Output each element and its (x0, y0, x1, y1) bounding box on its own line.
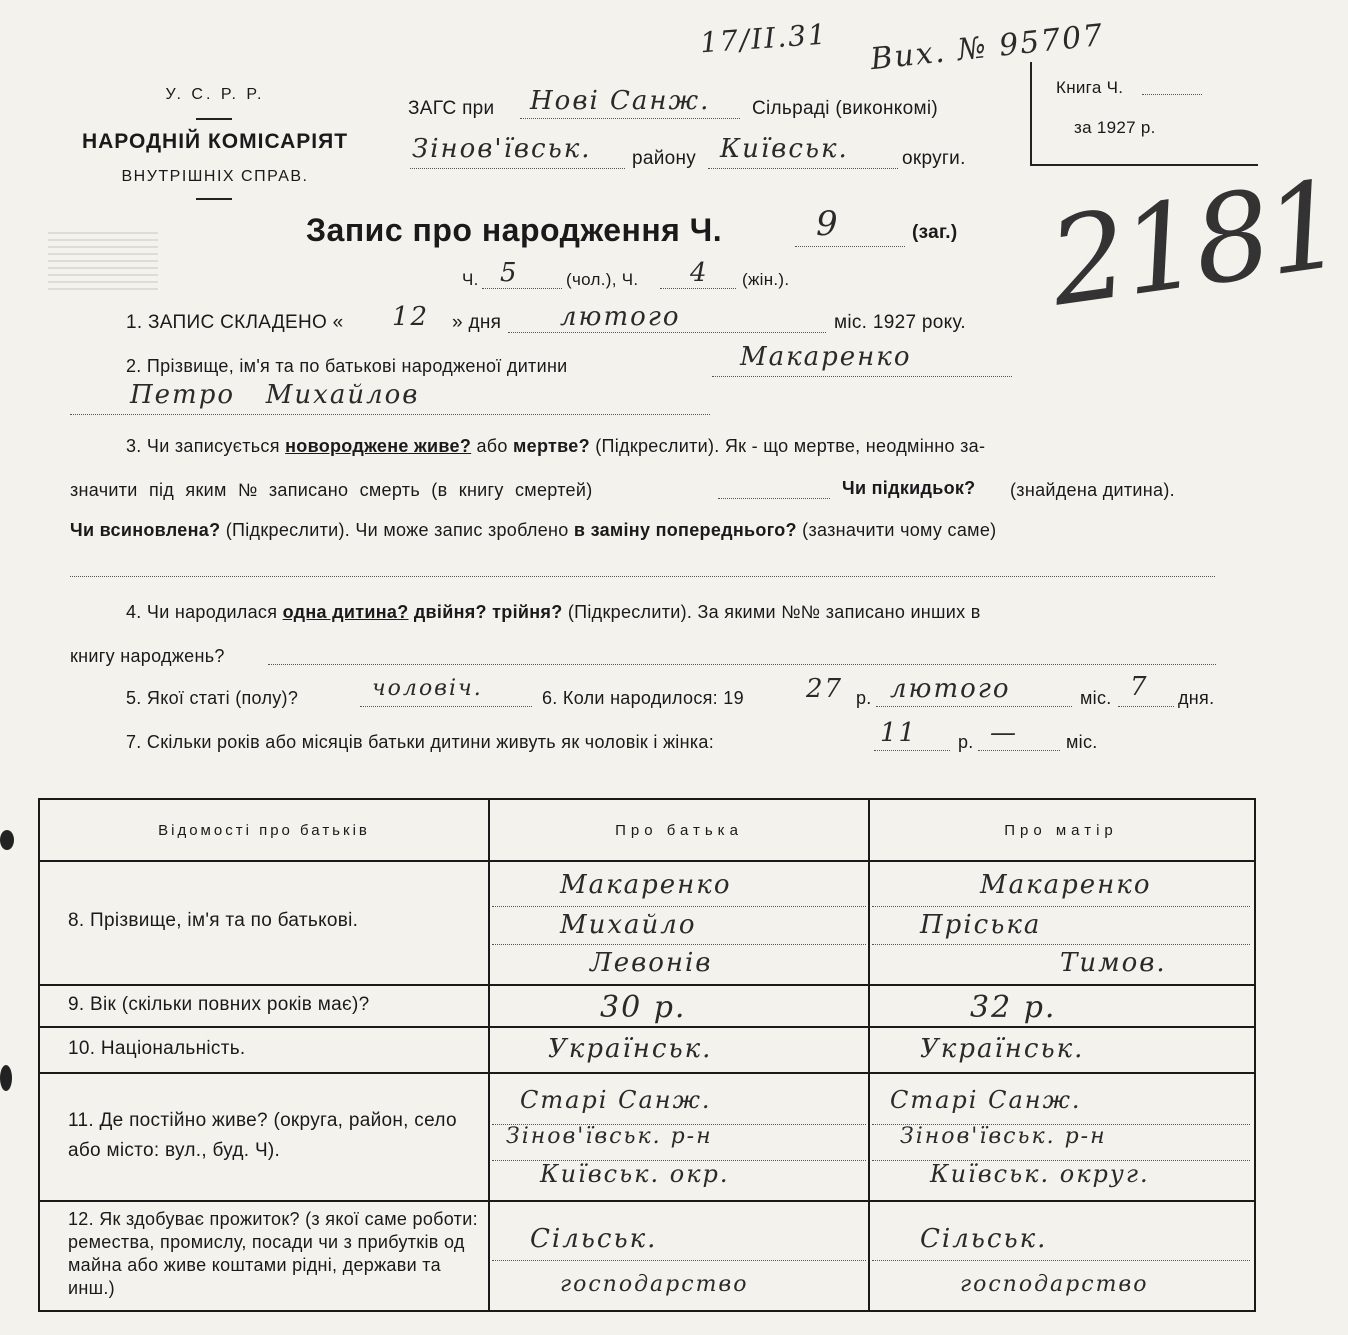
q5-sex-hw: чоловіч. (372, 676, 483, 701)
mother-surname-hw: Макаренко (980, 870, 1152, 900)
mother-residence-1-hw: Старі Санж. (890, 1086, 1082, 1114)
mother-occupation-1-hw: Сільськ. (920, 1224, 1048, 1254)
mother-name-hw: Прiська (920, 910, 1042, 940)
father-occupation-2-hw: господарство (560, 1272, 749, 1297)
big-number: 2181 (1041, 155, 1348, 334)
male-number-hw: 5 (500, 258, 519, 288)
binding-hole (0, 1065, 12, 1091)
father-nationality-hw: Українськ. (548, 1034, 713, 1064)
male-label: (чол.), Ч. (566, 270, 639, 289)
internal-affairs-label: ВНУТРІШНІХ СПРАВ. (121, 168, 309, 185)
divider (196, 118, 232, 120)
mother-patronymic-hw: Тимов. (1060, 948, 1167, 978)
q3-line2: значити під яким № записано смерть (в книгу смертей) (70, 480, 593, 500)
district-label: району (632, 148, 697, 169)
header-father: Про батька (615, 822, 743, 839)
birth-record-document: У. С. Р. Р. НАРОДНІЙ КОМІСАРІЯТ ВНУТРІШНІХ СПРАВ. 17/II.31 Вих. № 95707 2181 ЗАГС при Нові Санж. Сільраді (виконкомі) Зінов'ївськ. району Київськ. округи. Книга Ч. за 1927 р. Запис про народження Ч. 9 (заг.) Ч. 5 (чол.), Ч. 4 (жін.). 1. ЗАПИС СКЛАДЕНО « 12 » дня лютого міс. 1927 року. 2. Прізвище, ім'я та по батькові народженої дитини Макаренко Петро Михайлов 3. Чи записується новороджене живе? або мертве? (Підкреслити). Як - що мертве, неодмінно за- значити під яким № записано смерть (в книгу смертей) Чи підкидьок? (знайдена дитина). Чи всиновлена? (Підкреслити). Чи може запис зроблено в заміну попереднього? (зазначити чому саме) 4. Чи народилася одна дитина? двійня? трійня? (Підкреслити). За якими №№ записано инших в книгу народжень? 5. Якої статі (полу)? чоловіч. 6. Коли народилося: 19 27 р. лютого міс. 7 дня. 7. Скільки років або місяців батьки дитини живуть як чоловік і жінка: 11 р. — міс. Відомості про батьків Про батька Про матір 8. Прізвище, ім'я та по батькові. Макаренко Михайло Левонів Макаренко Прiська Тимов. 9. Вік (скільки повних років має)? 30 р. 32 р. 10. Національність. Українськ. Українськ. 11. Де постійно живе? (округа, район, село або місто: вул., буд. Ч). Старі Санж. Зінов'ївськ. р-н Київськ. окр. Старі Санж. Зінов'ївськ. р-н Київськ. округ. 12. Як здобуває прожиток? (з якої саме роботи: ремества, промислу, посади чи з прибутків од майна або живе коштами рідні, держави та инш.) Сільськ. господарство Сільськ. господарство (0, 0, 1280, 1335)
district-hw: Зінов'ївськ. (412, 134, 592, 164)
q7-years-hw: 11 (880, 718, 918, 748)
q3-line3: Чи всиновлена? (Підкреслити). Чи може запис зроблено в заміну попереднього? (зазначити чому саме) (70, 520, 997, 540)
book-year-label: за 1927 р. (1074, 118, 1156, 137)
q1-month-hw: лютого (560, 302, 681, 332)
q6-r: р. (856, 688, 872, 708)
row-11-label: 11. Де постійно живе? (округа, район, село або місто: вул., буд. Ч). (68, 1110, 457, 1161)
mother-age-hw: 32 р. (970, 990, 1057, 1025)
q2-names-hw: Петро Михайлов (130, 380, 420, 410)
mother-nationality-hw: Українськ. (920, 1034, 1085, 1064)
q2-surname-hw: Макаренко (740, 342, 912, 372)
father-surname-hw: Макаренко (560, 870, 732, 900)
q7-r: р. (958, 732, 974, 752)
father-residence-2-hw: Зінов'ївськ. р-н (506, 1124, 713, 1149)
record-number-hw: 9 (816, 204, 840, 244)
father-age-hw: 30 р. (600, 990, 687, 1025)
q5-prefix: 5. Якої статі (полу)? (126, 688, 299, 708)
council-label: Сільраді (виконкомі) (752, 98, 938, 119)
q6-month-hw: лютого (890, 674, 1011, 704)
zags-prefix: ЗАГС при (408, 98, 495, 119)
father-residence-1-hw: Старі Санж. (520, 1086, 712, 1114)
mother-residence-3-hw: Київськ. округ. (930, 1160, 1150, 1188)
q3-found-child: (знайдена дитина). (1010, 480, 1175, 500)
archive-note: Вих. № 95707 (868, 17, 1106, 78)
row-12-label: 12. Як здобуває прожиток? (з якої саме роботи: ремества, промислу, посади чи з прибутків од майна або живе коштами рідні, держави та инш.) (68, 1209, 478, 1298)
binding-hole (0, 830, 14, 850)
q7-months: міс. (1066, 732, 1098, 752)
okrug-label: округи. (902, 148, 966, 169)
row-9-label: 9. Вік (скільки повних років має)? (68, 994, 370, 1015)
q4-line2: книгу народжень? (70, 646, 225, 666)
mother-residence-2-hw: Зінов'ївськ. р-н (900, 1124, 1107, 1149)
father-patronymic-hw: Левонів (590, 948, 713, 978)
father-occupation-1-hw: Сільськ. (530, 1224, 658, 1254)
row-10-label: 10. Національність. (68, 1038, 246, 1059)
q6-prefix: 6. Коли народилося: 19 (542, 688, 744, 708)
faded-stamp (48, 230, 158, 290)
female-number-hw: 4 (690, 258, 709, 288)
book-number-label: Книга Ч. (1056, 78, 1124, 97)
header-mother: Про матір (1004, 822, 1118, 839)
general-label: (заг.) (912, 222, 958, 243)
q6-day-label: дня. (1178, 688, 1215, 708)
okrug-hw: Київськ. (720, 134, 849, 164)
header-parents-info: Відомості про батьків (158, 822, 370, 839)
q6-month-label: міс. (1080, 688, 1112, 708)
village-hw: Нові Санж. (530, 86, 711, 116)
q1-prefix: 1. ЗАПИС СКЛАДЕНО « (126, 312, 344, 333)
q1-suffix: міс. 1927 року. (834, 312, 966, 333)
commissariat-label: НАРОДНІЙ КОМІСАРІЯТ (81, 130, 349, 153)
q3-foundling: Чи підкидьок? (842, 478, 976, 498)
q2-text: 2. Прізвище, ім'я та по батькові народженої дитини (126, 356, 568, 376)
divider (196, 198, 232, 200)
father-name-hw: Михайло (560, 910, 697, 940)
q1-day-hw: 12 (392, 302, 430, 332)
date-note: 17/II.31 (699, 17, 829, 60)
ussr-label: У. С. Р. Р. (165, 86, 265, 103)
mother-occupation-2-hw: господарство (960, 1272, 1149, 1297)
q4-line1: 4. Чи народилася одна дитина? двійня? трійня? (Підкреслити). За якими №№ записано инших в (126, 602, 981, 622)
q6-year-hw: 27 (806, 674, 844, 704)
female-label: (жін.). (742, 270, 790, 289)
q3-line1: 3. Чи записується новороджене живе? або мертве? (Підкреслити). Як - що мертве, неодмінно за- (126, 436, 986, 456)
record-title: Запис про народження Ч. (306, 212, 723, 248)
q7-text: 7. Скільки років або місяців батьки дитини живуть як чоловік і жінка: (126, 732, 715, 752)
q1-day-label: » дня (452, 312, 502, 333)
row-8-label: 8. Прізвище, ім'я та по батькові. (68, 910, 359, 931)
q6-day-hw: 7 (1130, 672, 1149, 702)
ch-label: Ч. (462, 270, 479, 289)
father-residence-3-hw: Київськ. окр. (540, 1160, 730, 1188)
